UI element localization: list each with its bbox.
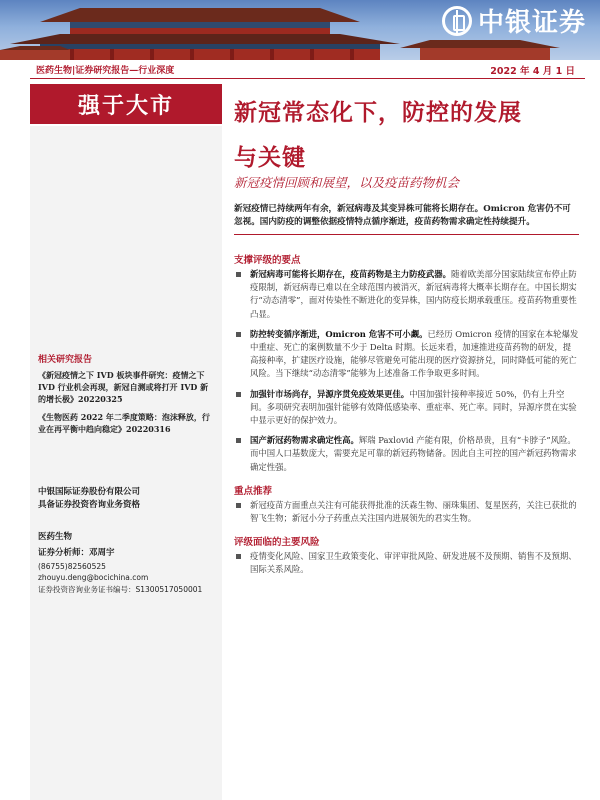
list-item: 新冠疫苗方面重点关注有可能获得批准的沃森生物、丽珠集团、复星医药，关注已获批的智飞生物；新冠小分子药重点关注国内进展领先的君实生物。 [234,499,579,525]
list-item: 加强针市场尚存，异源序贯免疫效果更佳。中国加强针接种率接近 50%，仍有上升空间。多项研究表明加强针能够有效降低感染率、重症率、死亡率。同时，异源序贯在实验中显示更好的保护效力。 [234,388,579,428]
bullet-icon [236,554,241,559]
title-line: 新冠常态化下，防控的发展 [234,99,522,126]
bullet-icon [236,503,241,508]
boc-logo-icon [442,6,472,36]
list-item: 疫情变化风险、国家卫生政策变化、审评审批风险、研发进展不及预期、销售不及预期、国际关系风险。 [234,550,579,576]
analyst-email[interactable]: zhouyu.deng@bocichina.com [38,573,149,582]
related-report[interactable]: 《生物医药 2022 年二季度策略：泡沫释放，行业在再平衡中趋向稳定》20220316 [38,412,210,434]
title-line: 与关键 [234,144,306,171]
analyst-license: 证券投资咨询业务证书编号：S1300517050001 [38,585,203,594]
header-banner [0,0,600,60]
rating-badge: 强于大市 [30,84,222,124]
support-heading: 支撑评级的要点 [234,255,301,266]
bullet-icon [236,332,241,337]
related-reports-list [38,369,216,441]
support-list [234,268,579,481]
info-bar [30,60,585,79]
report-title [234,90,584,180]
sidebar [30,126,222,800]
bullet-icon [236,392,241,397]
report-subtitle: 新冠疫情回顾和展望，以及疫苗药物机会 [234,175,460,190]
recommend-heading: 重点推荐 [234,486,273,497]
bullet-icon [236,272,241,277]
report-category: 医药生物|证券研究报告—行业深度 [36,66,175,76]
related-report[interactable]: 《新冠疫情之下 IVD 板块事件研究：疫情之下 IVD 行业机会再现，新冠自测或将打开 IVD 新的增长极》20220325 [38,370,209,404]
risks-heading: 评级面临的主要风险 [234,537,320,548]
company-name: 中银国际证券股份有限公司 [38,487,141,497]
company-qualification: 具备证券投资咨询业务资格 [38,500,141,510]
brand-logo [442,2,586,39]
bullet-icon [236,438,241,443]
analyst-name: 证券分析师：邓周宇 [38,548,115,558]
summary-paragraph: 新冠疫情已持续两年有余，新冠病毒及其变异株可能将长期存在。Omicron 危害仍不可忽视。国内防疫的调整依据疫情特点循序渐进，疫苗药物需求确定性持续提升。 [234,203,579,235]
brand-name: 中银证券 [477,8,586,38]
analyst-phone: (86755)82560525 [38,562,106,571]
department: 医药生物 [38,532,73,542]
risks-list [234,550,579,583]
report-date: 2022 年 4 月 1 日 [490,66,575,77]
list-item: 新冠病毒可能将长期存在，疫苗药物是主力防疫武器。随着欧美部分国家陆续宣布停止防疫限制，新冠病毒已难以在全球范围内被消灭，新冠病毒将大概率长期存在。中国长期实行“动态清零”，面对传染性不断进化的变异株，国内防疫长期承载重压。疫苗药物重要性凸显。 [234,268,579,321]
related-reports-heading: 相关研究报告 [38,355,93,365]
list-item: 防控转变循序渐进，Omicron 危害不可小觑。已经历 Omicron 疫情的国家在本轮爆发中重症、死亡的案例数量不少于 Delta 时期。长远来看，加速推进疫苗药物的研发，提高接种率，扩建医疗设施，能够尽管避免可能出现的医疗资源挤兑，同时降低可能的死亡风险。当下继续“动态清零”能够为上述准备工作争取更多时间。 [234,328,579,381]
company-info [38,486,216,512]
list-item: 国产新冠药物需求确定性高。辉瑞 Paxlovid 产能有限，价格昂贵，且有“卡脖子”风险。而中国人口基数庞大，需要充足可靠的新冠药物储备。因此自主可控的国产新冠药物需求确定性强。 [234,434,579,474]
recommend-list [234,499,579,532]
